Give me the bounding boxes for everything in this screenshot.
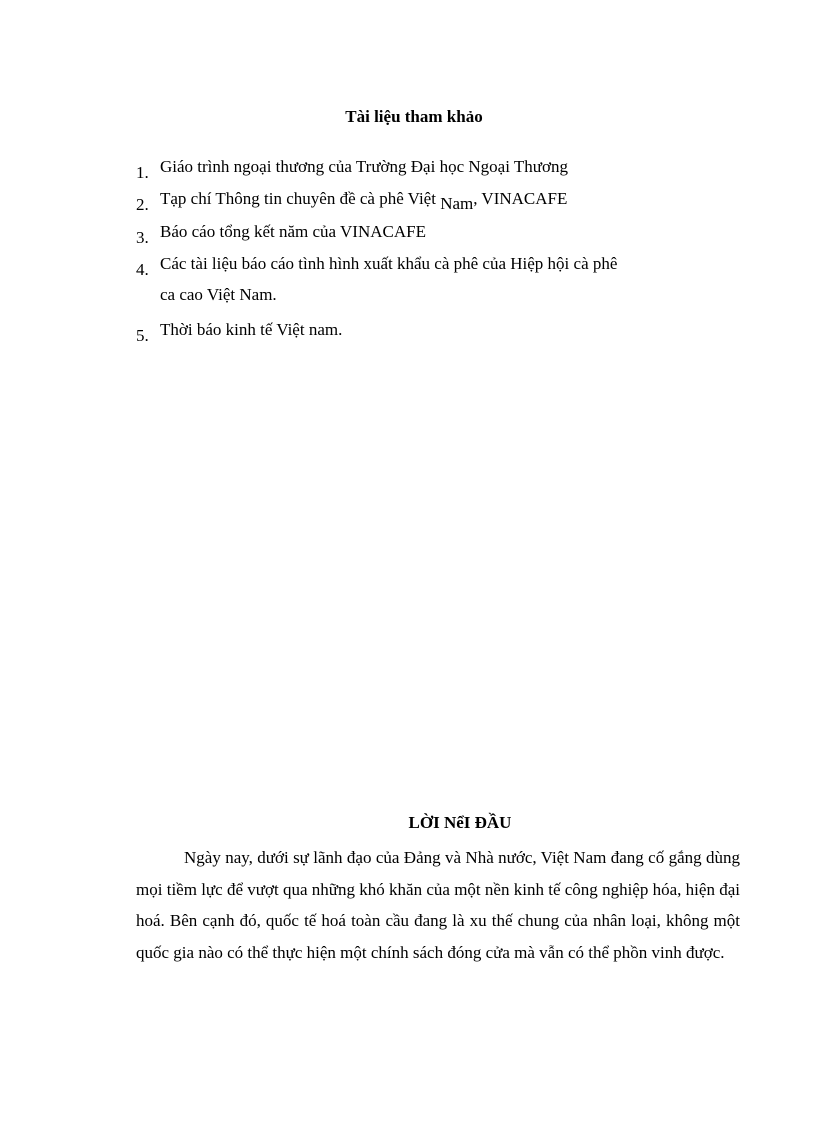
preface-title: LỜI NểI ĐẦU (408, 813, 512, 832)
reference-text-part: , VINACAFE (473, 189, 568, 208)
references-title: Tài liệu tham khảo (345, 107, 483, 126)
reference-text: Thời báo kinh tế Việt nam. (160, 320, 343, 339)
reference-text-subscript: Nam (440, 194, 474, 213)
reference-number: 3. (136, 228, 149, 247)
reference-number: 1. (136, 163, 149, 182)
reference-number: 4. (136, 260, 149, 279)
reference-text (160, 188, 568, 213)
reference-text-part: Tạp chí Thông tin chuyên đề cà phê Việt (160, 189, 441, 208)
reference-text-continuation: ca cao Việt Nam. (160, 285, 277, 304)
reference-number: 5. (136, 326, 149, 345)
preface-paragraph: Ngày nay, dưới sự lãnh đạo của Đảng và Nhà nước, Việt Nam đang cố gắng dùng mọi tiềm lực để vượt qua những khó khăn của một nền kinh tế công nghiệp hóa, hiện đại hoá. Bên cạnh đó, quốc tế hoá toàn cầu đang là xu thế chung của nhân loại, không một quốc gia nào có thể thực hiện một chính sách đóng cửa mà vẫn có thể phồn vinh được. (136, 848, 740, 962)
reference-number: 2. (136, 195, 149, 214)
reference-text: Các tài liệu báo cáo tình hình xuất khẩu cà phê của Hiệp hội cà phê (160, 254, 618, 273)
reference-text: Báo cáo tổng kết năm của VINACAFE (160, 222, 426, 241)
reference-text: Giáo trình ngoại thương của Trường Đại học Ngoại Thương (160, 157, 568, 176)
